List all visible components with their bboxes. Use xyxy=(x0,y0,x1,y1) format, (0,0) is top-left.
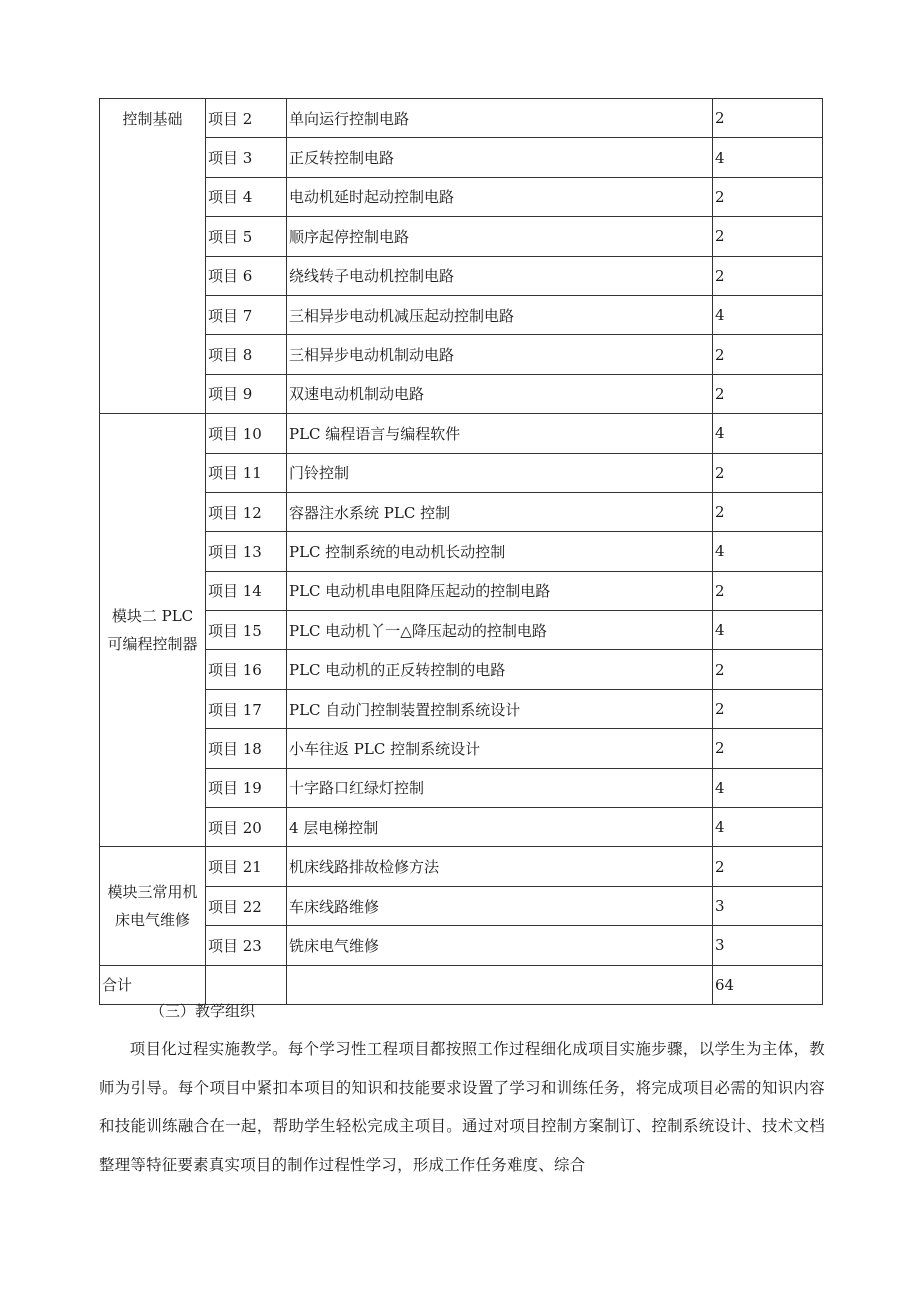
project-id-cell: 项目 6 xyxy=(206,256,287,295)
project-name-cell: 机床线路排故检修方法 xyxy=(287,847,713,886)
table-row xyxy=(100,532,823,571)
table-row xyxy=(100,611,823,650)
project-id-cell: 项目 13 xyxy=(206,532,287,571)
project-hours-cell: 2 xyxy=(713,177,823,216)
table-row xyxy=(100,453,823,492)
project-id-cell: 项目 7 xyxy=(206,295,287,334)
table-row xyxy=(100,99,823,138)
project-name-cell: PLC 编程语言与编程软件 xyxy=(287,414,713,453)
project-hours-cell: 2 xyxy=(713,847,823,886)
project-id-cell: 项目 14 xyxy=(206,571,287,610)
project-id-cell: 项目 10 xyxy=(206,414,287,453)
total-hours-cell: 64 xyxy=(713,965,823,1004)
table-row xyxy=(100,571,823,610)
project-hours-cell: 4 xyxy=(713,532,823,571)
table-row xyxy=(100,138,823,177)
project-id-cell: 项目 4 xyxy=(206,177,287,216)
project-hours-cell: 4 xyxy=(713,414,823,453)
project-hours-cell: 3 xyxy=(713,886,823,925)
table-row xyxy=(100,808,823,847)
table-row xyxy=(100,926,823,965)
course-table-body xyxy=(100,99,823,1005)
project-name-cell: 小车往返 PLC 控制系统设计 xyxy=(287,729,713,768)
table-row xyxy=(100,492,823,531)
project-hours-cell: 2 xyxy=(713,217,823,256)
project-id-cell: 项目 18 xyxy=(206,729,287,768)
project-id-cell: 项目 22 xyxy=(206,886,287,925)
project-name-cell: PLC 电动机丫一△降压起动的控制电路 xyxy=(287,611,713,650)
table-row xyxy=(100,256,823,295)
table-row xyxy=(100,217,823,256)
project-id-cell: 项目 21 xyxy=(206,847,287,886)
project-id-cell: 项目 20 xyxy=(206,808,287,847)
project-name-cell: 单向运行控制电路 xyxy=(287,99,713,138)
project-name-cell: 三相异步电动机制动电路 xyxy=(287,335,713,374)
module-cell: 模块二 PLC 可编程控制器 xyxy=(100,414,206,847)
module-cell: 控制基础 xyxy=(100,99,206,414)
table-row xyxy=(100,650,823,689)
project-hours-cell: 4 xyxy=(713,768,823,807)
project-id-cell: 项目 15 xyxy=(206,611,287,650)
project-id-cell: 项目 9 xyxy=(206,374,287,413)
project-name-cell: 顺序起停控制电路 xyxy=(287,217,713,256)
project-id-cell: 项目 3 xyxy=(206,138,287,177)
project-name-cell: PLC 电动机的正反转控制的电路 xyxy=(287,650,713,689)
project-name-cell: 门铃控制 xyxy=(287,453,713,492)
project-id-cell: 项目 12 xyxy=(206,492,287,531)
project-name-cell: 绕线转子电动机控制电路 xyxy=(287,256,713,295)
table-row xyxy=(100,886,823,925)
project-name-cell: PLC 控制系统的电动机长动控制 xyxy=(287,532,713,571)
total-name-cell xyxy=(287,965,713,1004)
project-name-cell: 电动机延时起动控制电路 xyxy=(287,177,713,216)
project-hours-cell: 2 xyxy=(713,256,823,295)
project-hours-cell: 4 xyxy=(713,611,823,650)
project-hours-cell: 2 xyxy=(713,650,823,689)
project-name-cell: 三相异步电动机减压起动控制电路 xyxy=(287,295,713,334)
table-row xyxy=(100,729,823,768)
total-label-cell: 合计 xyxy=(100,965,206,1004)
project-name-cell: 铣床电气维修 xyxy=(287,926,713,965)
project-hours-cell: 2 xyxy=(713,571,823,610)
table-row xyxy=(100,847,823,886)
course-table xyxy=(99,98,823,1005)
module-cell: 模块三常用机床电气维修 xyxy=(100,847,206,965)
project-id-cell: 项目 19 xyxy=(206,768,287,807)
project-name-cell: 容器注水系统 PLC 控制 xyxy=(287,492,713,531)
project-name-cell: 车床线路维修 xyxy=(287,886,713,925)
project-name-cell: 十字路口红绿灯控制 xyxy=(287,768,713,807)
project-id-cell: 项目 16 xyxy=(206,650,287,689)
project-hours-cell: 2 xyxy=(713,335,823,374)
section-heading: （三）教学组织 xyxy=(150,1002,256,1020)
project-id-cell: 项目 23 xyxy=(206,926,287,965)
project-name-cell: 4 层电梯控制 xyxy=(287,808,713,847)
project-hours-cell: 2 xyxy=(713,689,823,728)
total-id-cell xyxy=(206,965,287,1004)
project-hours-cell: 2 xyxy=(713,729,823,768)
project-id-cell: 项目 5 xyxy=(206,217,287,256)
project-name-cell: PLC 自动门控制装置控制系统设计 xyxy=(287,689,713,728)
project-id-cell: 项目 17 xyxy=(206,689,287,728)
project-name-cell: PLC 电动机串电阻降压起动的控制电路 xyxy=(287,571,713,610)
project-hours-cell: 4 xyxy=(713,295,823,334)
table-row xyxy=(100,768,823,807)
project-name-cell: 正反转控制电路 xyxy=(287,138,713,177)
project-hours-cell: 2 xyxy=(713,453,823,492)
table-row xyxy=(100,414,823,453)
project-hours-cell: 4 xyxy=(713,138,823,177)
body-paragraph: 项目化过程实施教学。每个学习性工程项目都按照工作过程细化成项目实施步骤，以学生为主体，教师为引导。每个项目中紧扣本项目的知识和技能要求设置了学习和训练任务，将完成项目必需的知识内容和技能训练融合在一起，帮助学生轻松完成主项目。通过对项目控制方案制订、控制系统设计、技术文档整理等特征要素真实项目的制作过程性学习，形成工作任务难度、综合 xyxy=(99,1040,825,1174)
table-row xyxy=(100,689,823,728)
project-hours-cell: 4 xyxy=(713,808,823,847)
table-row xyxy=(100,295,823,334)
project-id-cell: 项目 8 xyxy=(206,335,287,374)
project-hours-cell: 2 xyxy=(713,99,823,138)
project-hours-cell: 2 xyxy=(713,492,823,531)
project-name-cell: 双速电动机制动电路 xyxy=(287,374,713,413)
table-row xyxy=(100,374,823,413)
total-row xyxy=(100,965,823,1004)
project-id-cell: 项目 11 xyxy=(206,453,287,492)
project-hours-cell: 2 xyxy=(713,374,823,413)
table-row xyxy=(100,335,823,374)
table-row xyxy=(100,177,823,216)
project-id-cell: 项目 2 xyxy=(206,99,287,138)
project-hours-cell: 3 xyxy=(713,926,823,965)
